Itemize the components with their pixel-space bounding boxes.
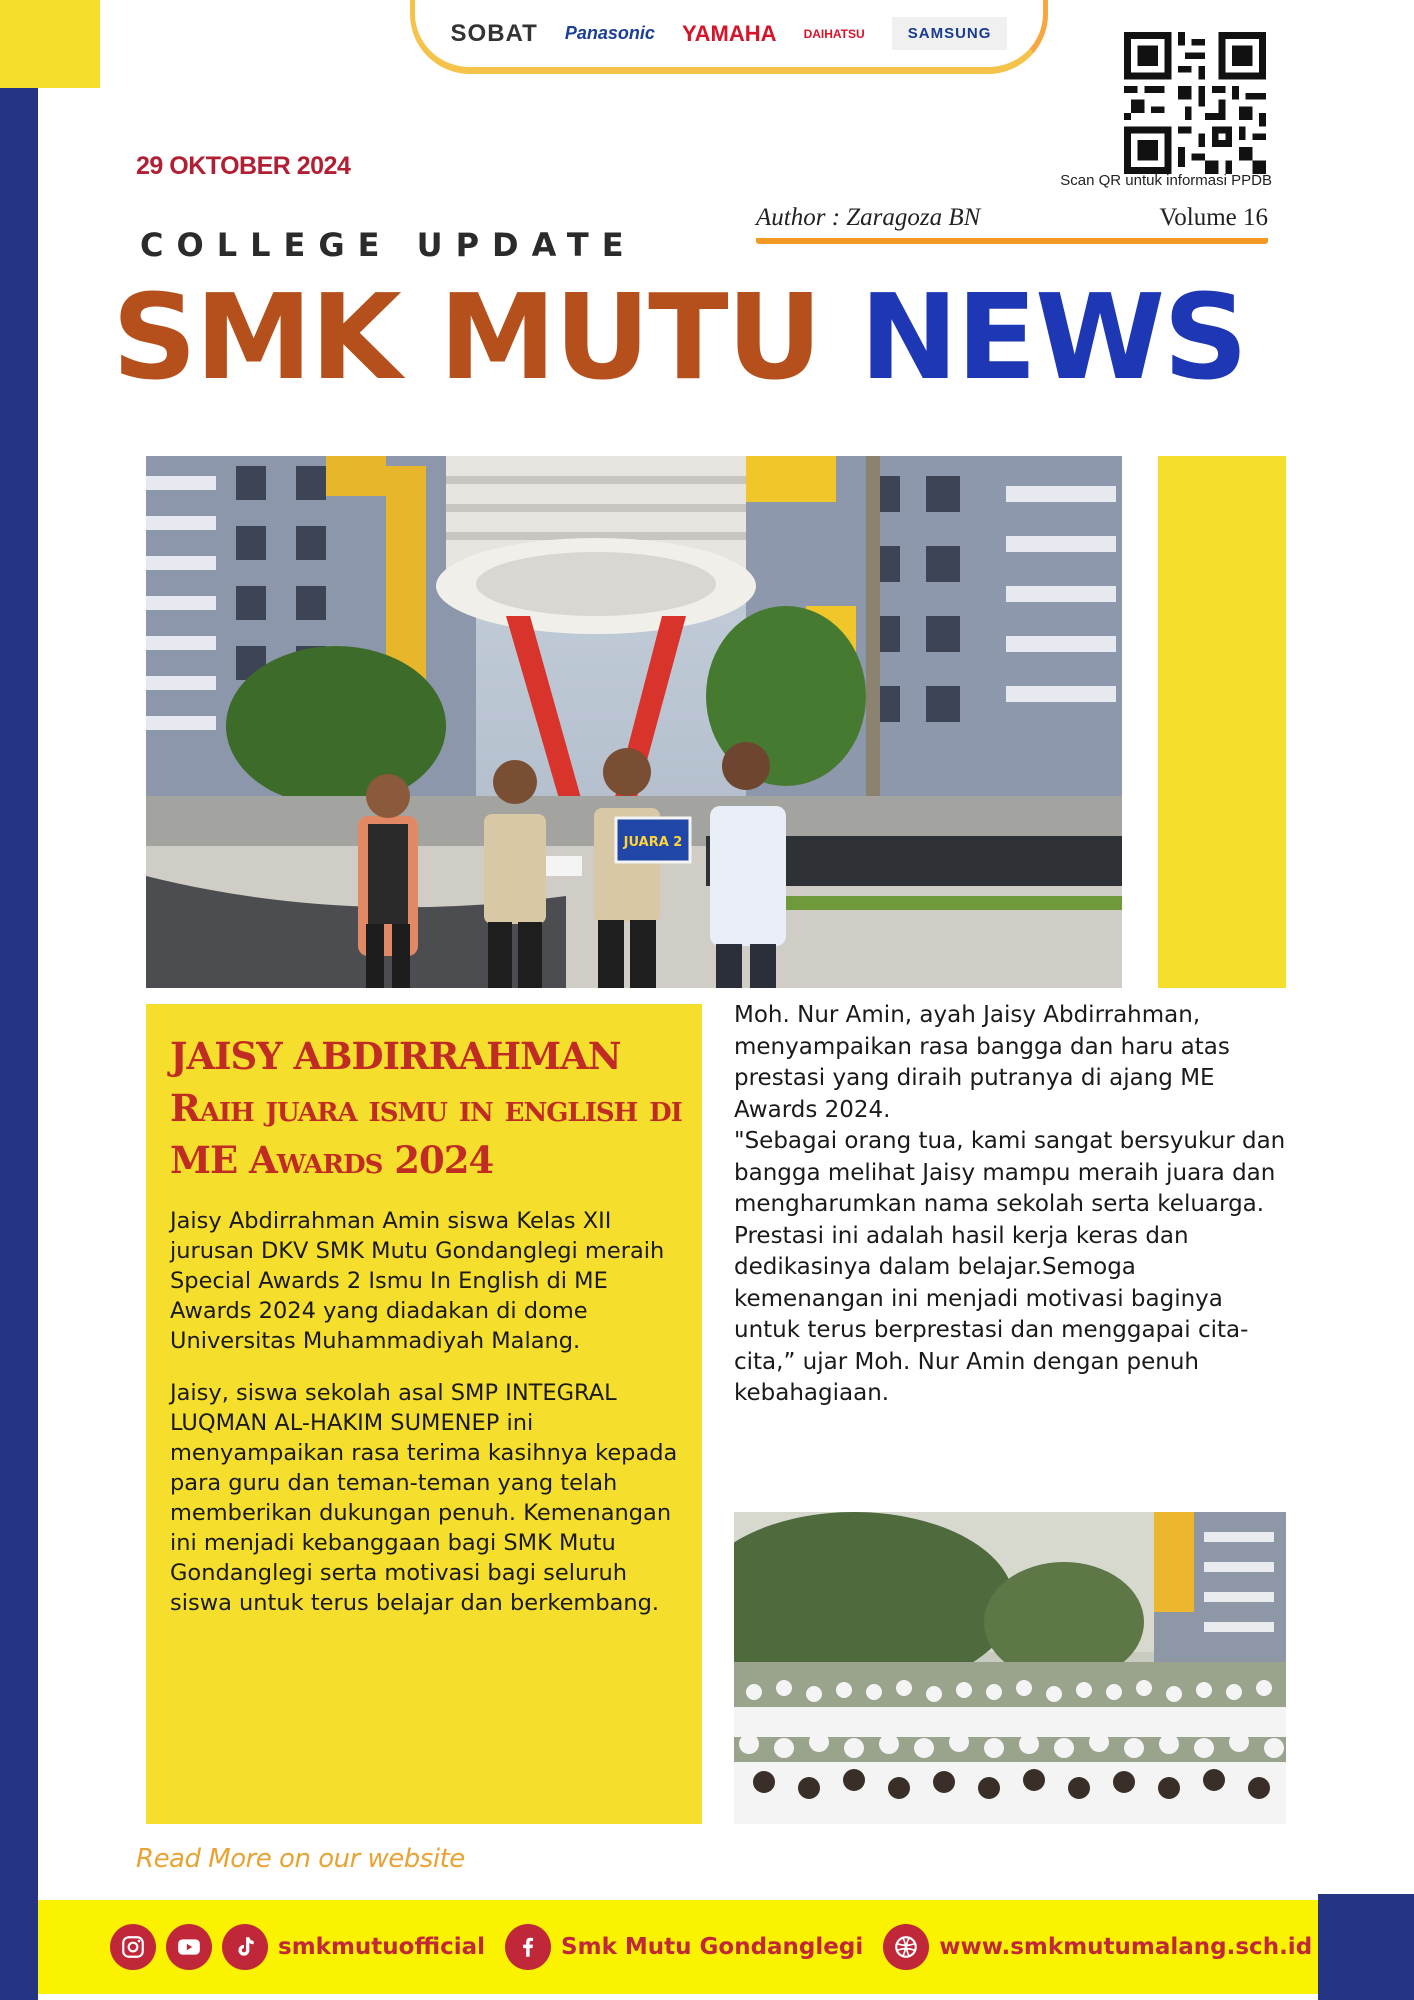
sponsor-logo-panasonic: Panasonic bbox=[564, 23, 655, 43]
masthead-part-news: NEWS bbox=[859, 268, 1247, 406]
instagram-icon[interactable] bbox=[110, 1924, 156, 1970]
article-right-paragraph: Moh. Nur Amin, ayah Jaisy Abdirrahman, menyampaikan rasa bangga dan haru atas prestasi yang diraih putranya di ajang ME Awards 2024. "Sebagai orang tua, kami sangat bersyukur dan bangga melihat Jaisy mampu meraih juara dan mengharumkan nama sekolah serta keluarga. Prestasi ini adalah hasil kerja keras dan dedikasinya dalam belajar.Semoga kemenangan ini menjadi motivasi baginya untuk terus berprestasi dan menggapai cita-cita,” ujar Moh. Nur Amin dengan penuh kebahagiaan. bbox=[734, 1002, 1286, 1406]
read-more-link[interactable]: Read More on our website bbox=[136, 1844, 465, 1874]
tiktok-icon[interactable] bbox=[222, 1924, 268, 1970]
sponsor-logo-sobat: SOBAT bbox=[450, 19, 538, 47]
footer-facebook-name[interactable]: Smk Mutu Gondanglegi bbox=[561, 1934, 864, 1960]
author-label: Author : Zaragoza BN bbox=[756, 204, 981, 231]
qr-code-icon[interactable] bbox=[1124, 32, 1266, 174]
masthead-part-smk-mutu: SMK MUTU bbox=[112, 268, 821, 406]
kicker-title: COLLEGE UPDATE bbox=[140, 226, 637, 264]
globe-icon[interactable] bbox=[883, 1924, 929, 1970]
article-headline: JAISY ABDIRRAHMAN Raih juara ismu in english di ME Awards 2024 bbox=[170, 1034, 682, 1182]
article-paragraph: Jaisy Abdirrahman Amin siswa Kelas XII jurusan DKV SMK Mutu Gondanglegi meraih Special Awards 2 Ismu In English di ME Awards 2024 yang diadakan di dome Universitas Muhammadiyah Malang. bbox=[170, 1208, 665, 1354]
main-photo bbox=[146, 456, 1122, 988]
photo-sign-text: JUARA 2 bbox=[623, 835, 683, 850]
youtube-icon[interactable] bbox=[166, 1924, 212, 1970]
facebook-icon[interactable] bbox=[505, 1924, 551, 1970]
article-box bbox=[146, 1004, 702, 1824]
article-paragraph: Jaisy, siswa sekolah asal SMP INTEGRAL LUQMAN AL-HAKIM SUMENEP ini menyampaikan rasa terima kasihnya kepada para guru dan teman-teman yang telah memberikan dukungan penuh. Kemenangan ini menjadi kebanggaan bagi SMK Mutu Gondanglegi serta motivasi bagi seluruh siswa untuk terus belajar dan berkembang. bbox=[170, 1380, 678, 1616]
footer-website[interactable]: www.smkmutumalang.sch.id bbox=[939, 1934, 1313, 1960]
left-navy-bar bbox=[0, 88, 38, 2000]
sponsor-logo-samsung: SAMSUNG bbox=[892, 17, 1008, 50]
author-volume-row bbox=[756, 204, 1268, 244]
sponsor-logo-bar bbox=[410, 0, 1048, 74]
corner-navy-block bbox=[1318, 1894, 1414, 2000]
footer-social-handle[interactable]: smkmutuofficial bbox=[278, 1934, 486, 1960]
masthead-title bbox=[112, 268, 1246, 406]
yellow-accent-strip bbox=[1158, 456, 1286, 988]
sponsor-logo-daihatsu: DAIHATSU bbox=[803, 26, 865, 41]
corner-yellow-block bbox=[0, 0, 100, 88]
assembly-photo bbox=[734, 1512, 1286, 1824]
issue-date: 29 OKTOBER 2024 bbox=[136, 152, 351, 180]
sponsor-logo-yamaha: YAMAHA bbox=[681, 20, 777, 46]
article-right-column bbox=[734, 1000, 1286, 1410]
qr-caption: Scan QR untuk informasi PPDB bbox=[1060, 172, 1272, 189]
volume-label: Volume 16 bbox=[1159, 204, 1268, 231]
footer-bar bbox=[38, 1900, 1318, 1994]
